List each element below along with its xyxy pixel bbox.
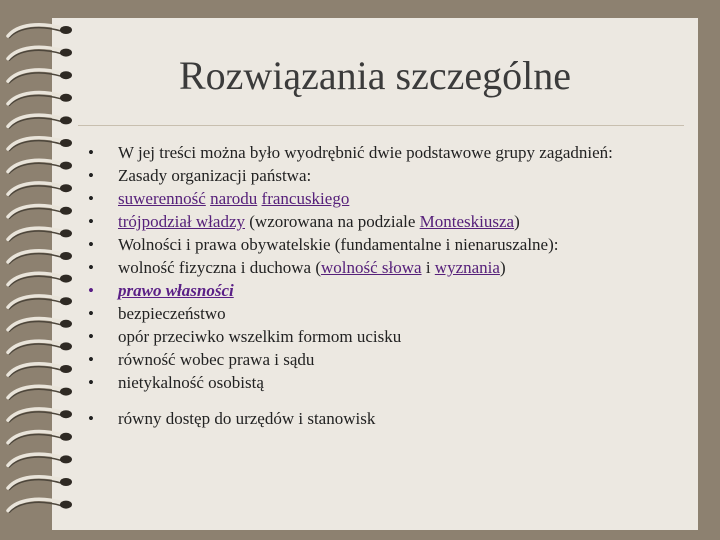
bullet-icon: •	[88, 143, 94, 162]
link-wolnosc-slowa[interactable]: wolność słowa	[320, 258, 422, 277]
binding-ring	[8, 228, 72, 241]
binding-ring	[8, 409, 72, 422]
bullet-icon: •	[88, 327, 94, 346]
item-text: nietykalność osobistą	[118, 373, 264, 392]
list-item	[88, 348, 668, 371]
bullet-list	[88, 141, 668, 430]
bullet-icon: •	[88, 258, 94, 277]
link-prawo-wlasnosci[interactable]: prawo własności	[118, 281, 234, 300]
link-wyznania[interactable]: wyznania	[434, 258, 500, 277]
item-text: Wolności i prawa obywatelskie (fundamentalne i nienaruszalne):	[118, 235, 559, 254]
link-monteskiusza[interactable]: Monteskiusza	[419, 212, 515, 231]
list-item	[88, 407, 668, 430]
item-text: )	[499, 258, 506, 277]
bullet-icon: •	[88, 281, 94, 300]
list-item	[88, 164, 668, 187]
bullet-icon: •	[88, 235, 94, 254]
item-text: i	[421, 258, 435, 277]
binding-ring	[8, 296, 72, 309]
link-trojpodzial-wladzy[interactable]: trójpodział władzy	[118, 212, 245, 231]
item-text: równość wobec prawa i sądu	[118, 350, 315, 369]
list-item	[88, 187, 668, 210]
binding-ring	[8, 206, 72, 219]
item-text: (wzorowana na podziale	[245, 212, 420, 231]
binding-ring	[8, 115, 72, 128]
binding-ring	[8, 477, 72, 490]
link-suwerennosc[interactable]: suwerenność	[118, 189, 206, 208]
title-divider	[78, 125, 684, 126]
list-item	[88, 256, 668, 279]
bullet-icon: •	[88, 350, 94, 369]
item-text: opór przeciwko wszelkim formom ucisku	[118, 327, 402, 346]
item-text: W jej treści można było wyodrębnić dwie podstawowe grupy zagadnień:	[118, 143, 613, 162]
list-item	[88, 210, 668, 233]
bullet-icon: •	[88, 409, 94, 428]
binding-ring	[8, 364, 72, 377]
item-text: wolność fizyczna i duchowa (	[118, 258, 321, 277]
binding-ring	[8, 160, 72, 173]
list-item	[88, 302, 668, 325]
bullet-icon: •	[88, 373, 94, 392]
binding-ring	[8, 341, 72, 354]
list-item	[88, 371, 668, 394]
bullet-icon: •	[88, 189, 94, 208]
item-text: )	[514, 212, 520, 231]
binding-ring	[8, 432, 72, 445]
binding-ring	[8, 251, 72, 264]
link-narodu[interactable]: narodu	[210, 189, 258, 208]
item-text: bezpieczeństwo	[118, 304, 226, 323]
list-item	[88, 325, 668, 348]
bullet-icon: •	[88, 212, 94, 231]
binding-ring	[8, 138, 72, 151]
binding-ring	[8, 273, 72, 286]
list-item	[88, 141, 668, 164]
list-item	[88, 233, 668, 256]
link-francuskiego[interactable]: francuskiego	[261, 189, 350, 208]
item-text: Zasady organizacji państwa:	[118, 166, 312, 185]
binding-ring	[8, 183, 72, 196]
binding-ring	[8, 25, 72, 38]
bullet-icon: •	[88, 304, 94, 323]
bullet-icon: •	[88, 166, 94, 185]
binding-ring	[8, 386, 72, 399]
list-item	[88, 279, 668, 302]
item-text: równy dostęp do urzędów i stanowisk	[118, 409, 376, 428]
slide-title: Rozwiązania szczególne	[178, 53, 571, 98]
binding-ring	[8, 319, 72, 332]
binding-ring	[8, 454, 72, 467]
binding-ring	[8, 499, 72, 512]
